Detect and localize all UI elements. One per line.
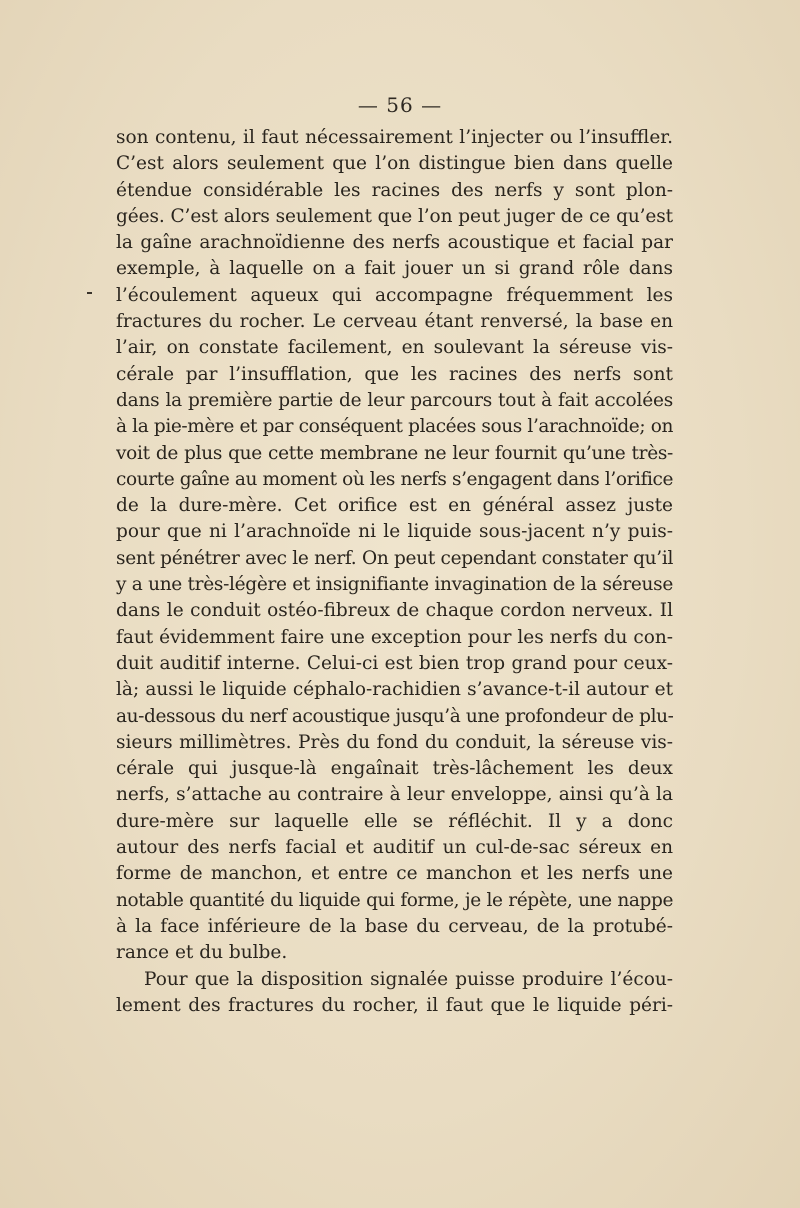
text-line: voit de plus que cette membrane ne leur fournit qu’une très- [116,442,673,464]
text-line: l’écoulement aqueux qui accompagne fréquemment les [116,284,673,306]
text-line: la gaîne arachnoïdienne des nerfs acoustique et facial par [116,232,673,254]
text-line: lement des fractures du rocher, il faut que le liquide péri- [116,994,673,1016]
text-line: forme de manchon, et entre ce manchon et les nerfs une [116,863,673,885]
text-line: dans le conduit ostéo-fibreux de chaque cordon nerveux. Il [116,600,673,622]
text-line: nerfs, s’attache au contraire à leur enveloppe, ainsi qu’à la [116,784,673,806]
text-line: gées. C’est alors seulement que l’on peut juger de ce qu’est [116,205,673,227]
text-line: son contenu, il faut nécessairement l’injecter ou l’insuffler. [116,127,673,148]
page-number: — 56 — [357,93,443,117]
text-line: faut évidemment faire une exception pour les nerfs du con- [116,626,673,648]
text-line: là; aussi le liquide céphalo-rachidien s’avance-t-il autour et [116,679,673,701]
text-line: dure-mère sur laquelle elle se réfléchit. Il y a donc [116,810,673,832]
text-line: sieurs millimètres. Près du fond du conduit, la séreuse vis- [116,731,673,753]
text-line: cérale par l’insufflation, que les racines des nerfs sont [116,363,673,385]
margin-mark [87,292,92,294]
text-line: pour que ni l’arachnoïde ni le liquide sous-jacent n’y puis- [116,521,673,543]
text-line: l’air, on constate facilement, en soulevant la séreuse vis- [116,337,673,359]
text-line: sent pénétrer avec le nerf. On peut cependant constater qu’il [116,547,673,569]
text-line: dans la première partie de leur parcours tout à fait accolées [116,389,673,411]
text-line: rance et du bulbe. [116,942,288,964]
text-line: C’est alors seulement que l’on distingue bien dans quelle [116,153,673,175]
text-line: fractures du rocher. Le cerveau étant renversé, la base en [116,311,673,333]
text-line: au-dessous du nerf acoustique jusqu’à une profondeur de plu- [116,705,673,727]
text-line: à la face inférieure de la base du cerveau, de la protubé- [116,915,673,937]
text-line: duit auditif interne. Celui-ci est bien trop grand pour ceux- [116,652,673,674]
text-line: de la dure-mère. Cet orifice est en général assez juste [116,495,673,517]
body-text [116,125,673,1019]
text-line: y a une très-légère et insignifiante invagination de la séreuse [116,574,673,596]
text-line: exemple, à laquelle on a fait jouer un si grand rôle dans [116,258,673,280]
text-line: courte gaîne au moment où les nerfs s’engagent dans l’orifice [116,468,673,490]
text-line: notable quantité du liquide qui forme, je le répète, une nappe [116,889,673,911]
text-line: Pour que la disposition signalée puisse produire l’écou- [144,968,673,990]
text-line: autour des nerfs facial et auditif un cul-de-sac séreux en [116,837,673,859]
text-line: cérale qui jusque-là engaînait très-lâchement les deux [116,758,673,780]
text-line: à la pie-mère et par conséquent placées sous l’arachnoïde; on [116,416,673,438]
text-line: étendue considérable les racines des nerfs y sont plon- [116,179,673,201]
